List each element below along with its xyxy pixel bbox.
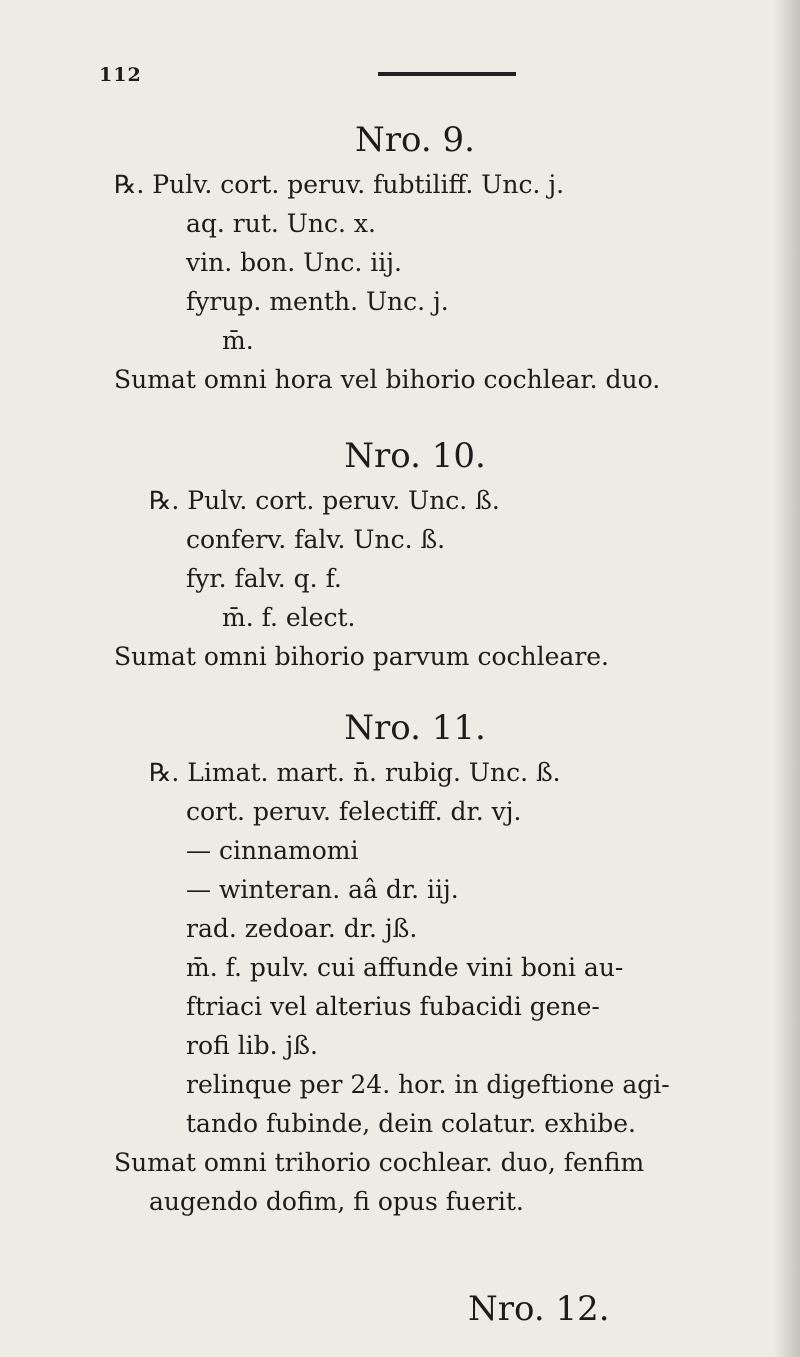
recipe-line: conferv. falv. Unc. ß. — [186, 525, 446, 554]
recipe-line: m̄. f. elect. — [222, 603, 356, 632]
recipe-instruction: augendo dofim, fi opus fuerit. — [149, 1187, 524, 1216]
recipe-instruction: Sumat omni bihorio parvum cochleare. — [114, 642, 610, 671]
recipe-line: fyrup. menth. Unc. j. — [186, 287, 449, 316]
recipe-line: fyr. falv. q. f. — [186, 564, 342, 593]
recipe-line: — cinnamomi — [186, 836, 359, 865]
recipe-line: aq. rut. Unc. x. — [186, 209, 376, 238]
recipe-line: relinque per 24. hor. in digeftione agi- — [186, 1070, 670, 1099]
recipe-line: — winteran. aâ dr. iij. — [186, 875, 459, 904]
recipe-line: ℞. Pulv. cort. peruv. fubtiliff. Unc. j. — [114, 170, 565, 199]
recipe-heading: Nro. 9. — [355, 120, 475, 160]
page-edge-shadow — [774, 0, 800, 1357]
header-rule — [378, 72, 516, 76]
recipe-line: ℞. Limat. mart. n̄. rubig. Unc. ß. — [149, 758, 561, 787]
recipe-line: m̄. — [222, 326, 254, 355]
catchword: Nro. 12. — [468, 1289, 610, 1329]
recipe-line: ℞. Pulv. cort. peruv. Unc. ß. — [149, 486, 500, 515]
recipe-line: m̄. f. pulv. cui affunde vini boni au- — [186, 953, 624, 982]
page-number: 112 — [99, 64, 142, 86]
recipe-line: vin. bon. Unc. iij. — [186, 248, 402, 277]
recipe-instruction: Sumat omni hora vel bihorio cochlear. duo. — [114, 365, 661, 394]
recipe-line: rofi lib. jß. — [186, 1031, 318, 1060]
recipe-line: ftriaci vel alterius fubacidi gene- — [186, 992, 600, 1021]
recipe-instruction: Sumat omni trihorio cochlear. duo, fenfim — [114, 1148, 645, 1177]
recipe-line: cort. peruv. felectiff. dr. vj. — [186, 797, 522, 826]
recipe-line: tando fubinde, dein colatur. exhibe. — [186, 1109, 636, 1138]
recipe-line: rad. zedoar. dr. jß. — [186, 914, 418, 943]
recipe-heading: Nro. 10. — [344, 436, 486, 476]
recipe-heading: Nro. 11. — [344, 708, 486, 748]
